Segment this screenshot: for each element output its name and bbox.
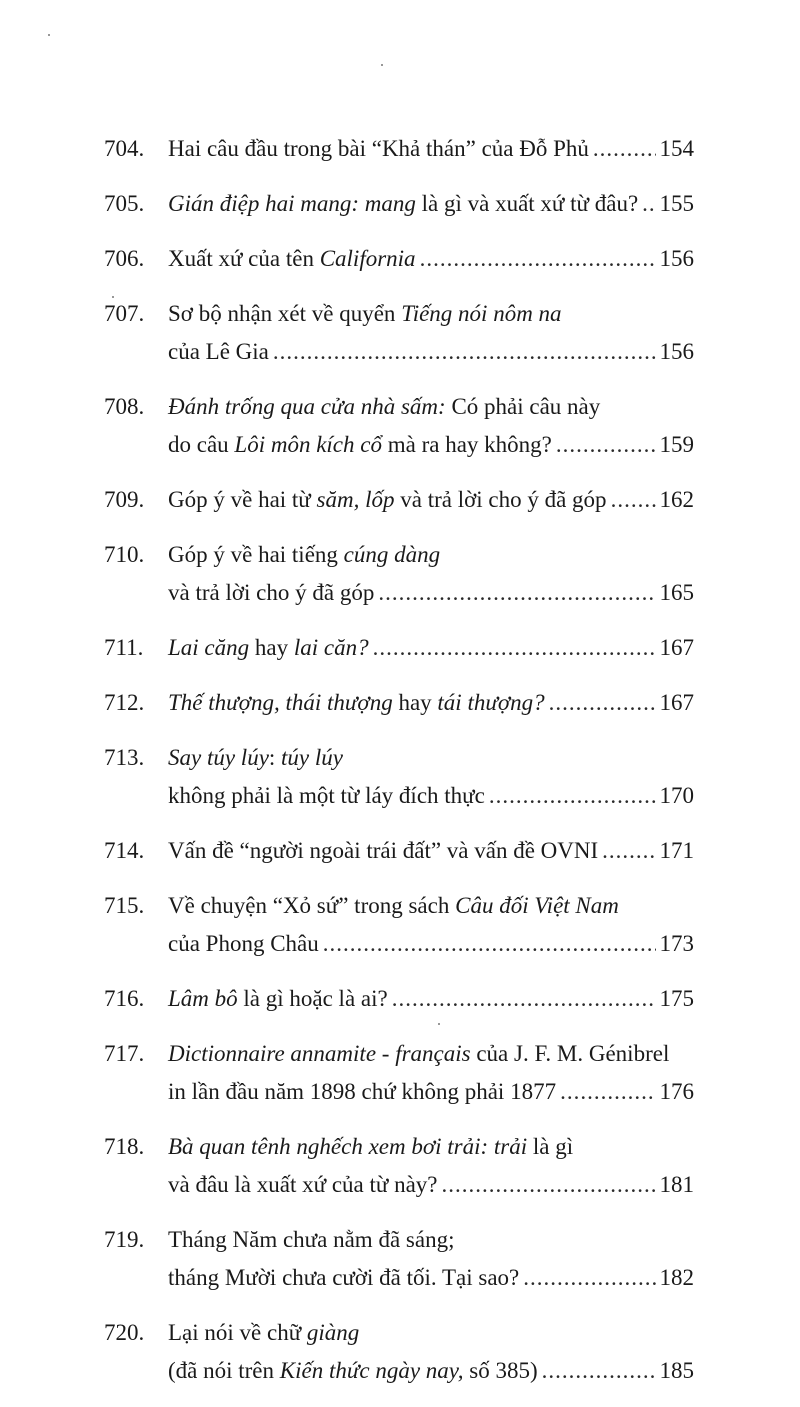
toc-title-italic: Lâm bô [168, 986, 238, 1011]
toc-title-text: và đâu là xuất xứ của từ này? [168, 1172, 438, 1197]
toc-title-italic: Lai căng [168, 635, 250, 660]
toc-title-text: Lại nói về chữ [168, 1320, 307, 1345]
toc-title-line [168, 1073, 694, 1111]
toc-title-text: Về chuyện “Xỏ sứ” trong sách [168, 893, 456, 918]
toc-title-line [168, 185, 694, 223]
toc-title-italic: California [319, 246, 416, 271]
toc-title-text: số 385) [463, 1358, 538, 1383]
toc-title-italic: Dictionnaire annamite - français [168, 1041, 471, 1066]
toc-page-number: 176 [659, 1079, 694, 1104]
toc-entry [104, 536, 694, 612]
toc-entry-number: 718. [104, 1134, 145, 1159]
toc-entry-title [168, 832, 694, 870]
toc-entry [104, 1128, 694, 1204]
toc-title-text: Góp ý về hai tiếng [168, 542, 344, 567]
toc-entry [104, 185, 694, 223]
toc-page-number: 173 [659, 931, 694, 956]
toc-entry-number: 706. [104, 246, 145, 271]
toc-entry [104, 887, 694, 963]
toc-page-number: 167 [659, 635, 694, 660]
dot-leader [523, 1259, 655, 1297]
toc-entry-title [168, 980, 694, 1018]
toc-title-text: (đã nói trên [168, 1358, 280, 1383]
toc-title-line [168, 1221, 694, 1259]
toc-title-line [168, 536, 694, 574]
toc-title-text: tháng Mười chưa cười đã tối. Tại sao? [168, 1265, 520, 1290]
toc-entry-number: 717. [104, 1041, 145, 1066]
toc-title-text: và trả lời cho ý đã góp [168, 580, 375, 605]
toc-title-text: Hai câu đầu trong bài “Khả thán” của Đỗ Phủ [168, 136, 589, 161]
toc-title-text: Xuất xứ của tên [168, 246, 320, 271]
toc-entry-number: 710. [104, 542, 145, 567]
toc-title-line [168, 1259, 694, 1297]
toc-title-text: mà ra hay không? [381, 432, 552, 457]
toc-title-italic: Câu đối Việt Nam [455, 893, 619, 918]
toc-title-line [168, 684, 694, 722]
dot-leader [560, 1073, 655, 1111]
paper-speck [381, 64, 383, 66]
toc-title-line [168, 130, 694, 168]
dot-leader [556, 426, 656, 464]
dot-leader [602, 832, 655, 870]
toc-entry-number: 715. [104, 893, 145, 918]
toc-title-italic: Thế thượng, thái thượng [168, 690, 393, 715]
dot-leader [549, 684, 656, 722]
toc-title-text: của Phong Châu [168, 931, 319, 956]
toc-entry-title [168, 1314, 694, 1390]
toc-page-number: 154 [659, 136, 694, 161]
toc-title-text: Vấn đề “người ngoài trái đất” và vấn đề OVNI [168, 838, 599, 863]
toc-entry-title [168, 1128, 694, 1204]
toc-title-line [168, 388, 694, 426]
toc-title-line [168, 574, 694, 612]
toc-entry [104, 684, 694, 722]
toc-page-number: 156 [659, 246, 694, 271]
toc-title-italic: săm, lốp [316, 487, 395, 512]
toc-title-text: Góp ý về hai từ [168, 487, 317, 512]
toc-entry-title [168, 130, 694, 168]
toc-entry-number: 714. [104, 838, 145, 863]
dot-leader [542, 1352, 656, 1390]
toc-title-italic: Bà quan tênh nghếch xem bơi trải: trải [168, 1134, 528, 1159]
toc-entry-title [168, 1035, 694, 1111]
toc-entry-number: 719. [104, 1227, 145, 1252]
toc-title-text: và trả lời cho ý đã góp [394, 487, 607, 512]
toc-title-text: không phải là một từ láy đích thực [168, 783, 485, 808]
dot-leader [489, 777, 656, 815]
toc-title-text: in lần đầu năm 1898 chứ không phải 1877 [168, 1079, 557, 1104]
toc-title-line [168, 1352, 694, 1390]
dot-leader [378, 574, 655, 612]
toc-entry-title [168, 185, 694, 223]
toc-title-text: : [268, 745, 282, 770]
dot-leader [420, 240, 656, 278]
toc-title-text: hay [392, 690, 438, 715]
toc-title-italic: Đánh trống qua cửa nhà sấm: [168, 394, 446, 419]
toc-page-number: 162 [659, 487, 694, 512]
toc-entry-title [168, 629, 694, 667]
toc-title-text: Tháng Năm chưa nằm đã sáng; [168, 1227, 455, 1252]
toc-entry [104, 832, 694, 870]
toc-title-italic: Lôi môn kích cổ [234, 432, 382, 457]
toc-entry-number: 704. [104, 136, 145, 161]
toc-entry-title [168, 295, 694, 371]
toc-title-line [168, 1128, 694, 1166]
toc-entry-number: 709. [104, 487, 145, 512]
toc-entry-title [168, 240, 694, 278]
toc-title-italic: giàng [306, 1320, 360, 1345]
toc-entry [104, 629, 694, 667]
toc-entry-number: 708. [104, 394, 145, 419]
toc-page-number: 182 [659, 1265, 694, 1290]
toc-title-italic: túy lúy [281, 745, 343, 770]
toc-title-text: là gì và xuất xứ từ đâu? [415, 191, 639, 216]
toc-entry-title [168, 481, 694, 519]
toc-title-text: của Lê Gia [168, 339, 269, 364]
toc-title-line [168, 629, 694, 667]
toc-page-number: 165 [659, 580, 694, 605]
toc-title-line [168, 240, 694, 278]
toc-title-line [168, 426, 694, 464]
toc-title-line [168, 887, 694, 925]
toc-page-number: 159 [659, 432, 694, 457]
toc-title-italic: Kiến thức ngày nay, [279, 1358, 464, 1383]
toc-title-text: Có phải câu này [445, 394, 601, 419]
toc-title-italic: lai căn? [293, 635, 369, 660]
toc-title-line [168, 1166, 694, 1204]
dot-leader [442, 1166, 656, 1204]
paper-speck [48, 34, 50, 36]
toc-entry [104, 240, 694, 278]
toc-title-line [168, 832, 694, 870]
toc-page-number: 156 [659, 339, 694, 364]
toc-title-text: hay [249, 635, 294, 660]
toc-entry-title [168, 536, 694, 612]
toc-title-italic: Gián điệp hai mang: mang [168, 191, 416, 216]
toc-title-line [168, 1035, 694, 1073]
toc-title-italic: Say túy lúy [168, 745, 269, 770]
toc-title-text: do câu [168, 432, 235, 457]
dot-leader [392, 980, 656, 1018]
toc-entry-title [168, 739, 694, 815]
toc-title-text: của J. F. M. Génibrel [470, 1041, 670, 1066]
toc-page-number: 171 [659, 838, 694, 863]
toc-entry [104, 1035, 694, 1111]
dot-leader [593, 130, 656, 168]
toc-entry [104, 739, 694, 815]
toc-entry-number: 711. [104, 635, 144, 660]
toc-title-italic: tái thượng? [437, 690, 545, 715]
toc-title-line [168, 739, 694, 777]
toc-title-italic: cúng dàng [343, 542, 441, 567]
toc-title-line [168, 925, 694, 963]
toc-title-line [168, 777, 694, 815]
toc-entry-number: 712. [104, 690, 145, 715]
toc-page-number: 167 [659, 690, 694, 715]
dot-leader [323, 925, 656, 963]
toc-title-text: là gì hoặc là ai? [237, 986, 388, 1011]
toc-title-line [168, 980, 694, 1018]
table-of-contents [104, 130, 694, 1407]
toc-entry [104, 295, 694, 371]
toc-page-number: 185 [659, 1358, 694, 1383]
toc-entry [104, 1314, 694, 1390]
toc-entry-title [168, 388, 694, 464]
toc-title-italic: Tiếng nói nôm na [401, 301, 562, 326]
toc-entry [104, 388, 694, 464]
toc-entry-title [168, 684, 694, 722]
toc-page-number: 155 [659, 191, 694, 216]
toc-title-text: Sơ bộ nhận xét về quyển [168, 301, 402, 326]
toc-page-number: 170 [659, 783, 694, 808]
toc-entry [104, 130, 694, 168]
toc-entry-number: 720. [104, 1320, 145, 1345]
toc-entry-title [168, 1221, 694, 1297]
dot-leader [273, 333, 656, 371]
toc-entry-number: 716. [104, 986, 145, 1011]
toc-title-line [168, 295, 694, 333]
toc-title-text: là gì [527, 1134, 574, 1159]
dot-leader [373, 629, 656, 667]
toc-title-line [168, 333, 694, 371]
toc-entry [104, 481, 694, 519]
toc-entry [104, 1221, 694, 1297]
toc-page-number: 181 [659, 1172, 694, 1197]
toc-entry-number: 707. [104, 301, 145, 326]
toc-title-line [168, 1314, 694, 1352]
dot-leader [611, 481, 656, 519]
dot-leader [642, 185, 655, 223]
toc-title-line [168, 481, 694, 519]
toc-entry [104, 980, 694, 1018]
toc-page-number: 175 [659, 986, 694, 1011]
toc-entry-title [168, 887, 694, 963]
toc-entry-number: 713. [104, 745, 145, 770]
toc-entry-number: 705. [104, 191, 145, 216]
